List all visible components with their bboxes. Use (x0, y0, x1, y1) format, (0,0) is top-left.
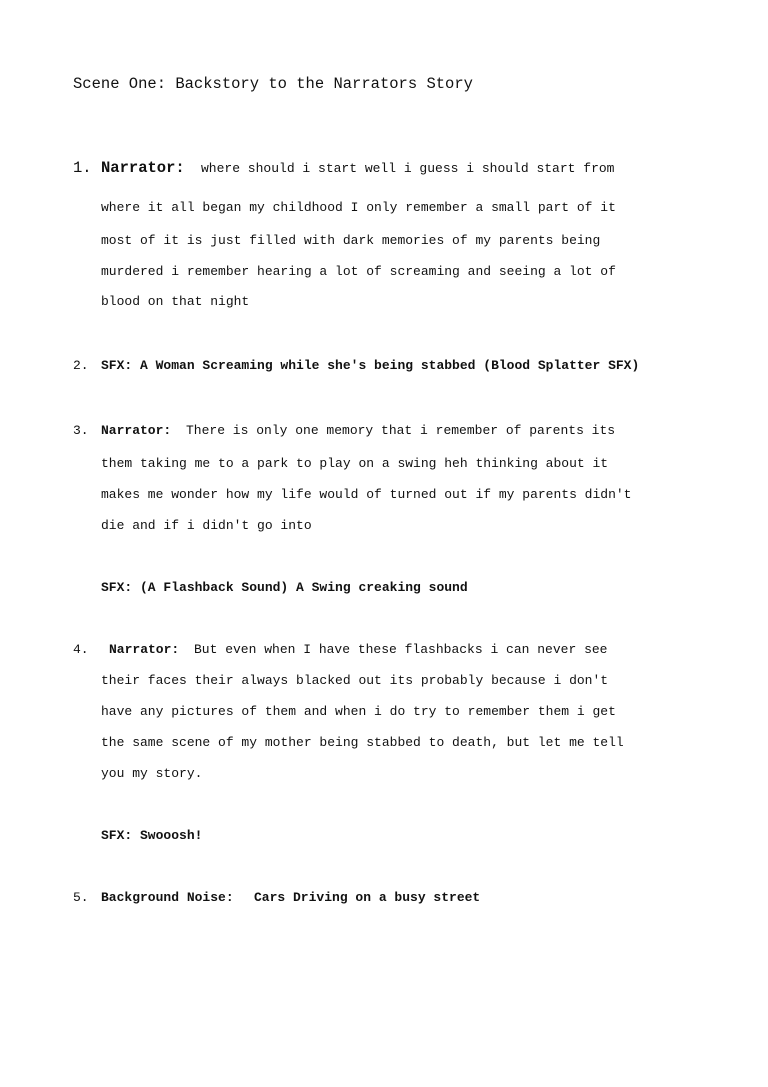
dialogue-line: have any pictures of them and when i do try to remember them i get (101, 704, 616, 719)
scene-title: Scene One: Backstory to the Narrators Story (73, 75, 473, 93)
sfx-line: Cars Driving on a busy street (254, 890, 481, 905)
speaker-label: Background Noise: (101, 890, 234, 905)
sfx-line: SFX: (A Flashback Sound) A Swing creaking sound (101, 580, 468, 595)
item-number: 1. (73, 159, 92, 177)
dialogue-line: There is only one memory that i remember of parents its (186, 423, 616, 438)
dialogue-line: where should i start well i guess i should start from (201, 161, 615, 176)
dialogue-line: makes me wonder how my life would of turned out if my parents didn't (101, 487, 632, 502)
item-number: 3. (73, 423, 89, 438)
sfx-line: SFX: A Woman Screaming while she's being stabbed (Blood Splatter SFX) (101, 358, 640, 373)
dialogue-line: where it all began my childhood I only remember a small part of it (101, 200, 616, 215)
item-number: 2. (73, 358, 89, 373)
dialogue-line: most of it is just filled with dark memories of my parents being (101, 233, 601, 248)
dialogue-line: blood on that night (101, 294, 250, 309)
dialogue-line: them taking me to a park to play on a swing heh thinking about it (101, 456, 609, 471)
sfx-line: SFX: Swooosh! (101, 828, 203, 843)
speaker-label: Narrator: (101, 423, 172, 438)
dialogue-line: die and if i didn't go into (101, 518, 312, 533)
dialogue-line: murdered i remember hearing a lot of screaming and seeing a lot of (101, 264, 616, 279)
dialogue-line: the same scene of my mother being stabbed to death, but let me tell (101, 735, 624, 750)
item-number: 5. (73, 890, 89, 905)
dialogue-line: their faces their always blacked out its probably because i don't (101, 673, 609, 688)
speaker-label: Narrator: (109, 642, 180, 657)
item-number: 4. (73, 642, 89, 657)
dialogue-line: you my story. (101, 766, 203, 781)
speaker-label: Narrator: (101, 159, 185, 177)
dialogue-line: But even when I have these flashbacks i can never see (194, 642, 608, 657)
